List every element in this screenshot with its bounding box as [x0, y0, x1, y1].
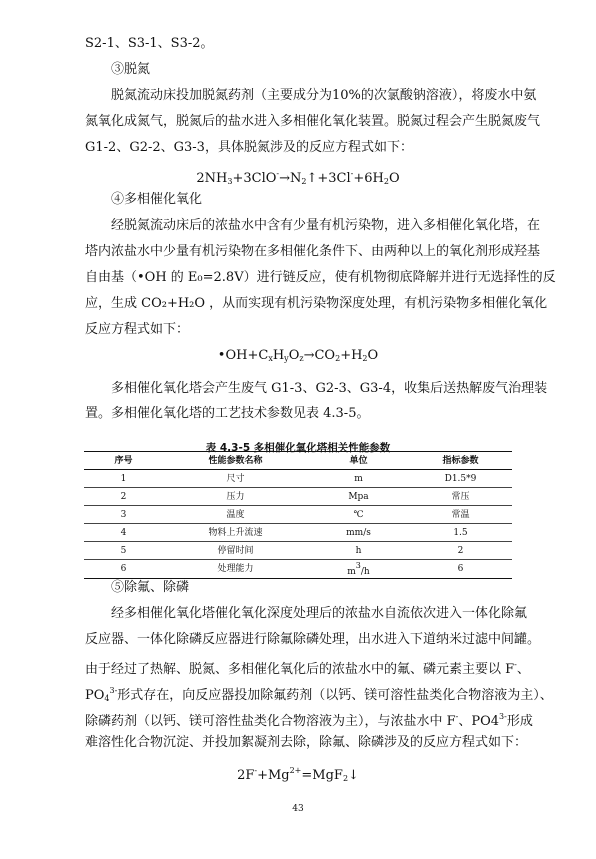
- table-cell: m: [308, 470, 409, 488]
- table-cell: 尺寸: [163, 470, 308, 488]
- table-cell: 5: [84, 542, 163, 560]
- section-heading-denitrification: ③脱氮: [111, 62, 151, 77]
- paragraph-line: 经脱氮流动床后的浓盐水中含有少量有机污染物，进入多相催化氧化塔，在: [111, 218, 541, 233]
- paragraph-line: 除磷药剂（以钙、镁可溶性盐类化合物溶液为主），与浓盐水中 F-、$PO4^{3-}$形成: [85, 712, 533, 729]
- table-cell: ℃: [308, 506, 409, 524]
- table-cell: 1: [84, 470, 163, 488]
- parameters-table: [84, 451, 512, 579]
- table-cell: 3: [84, 506, 163, 524]
- paragraph-line: 经多相催化氧化塔催化氧化深度处理后的浓盐水自流依次进入一体化除氟: [111, 606, 528, 621]
- table-cell: Mpa: [308, 488, 409, 506]
- paragraph-line: 反应器、一体化除磷反应器进行除氟除磷处理，出水进入下道纳米过滤中间罐。: [85, 632, 541, 647]
- table-cell: 停留时间: [163, 542, 308, 560]
- paragraph-line: 由于经过了热解、脱氮、多相催化氧化后的浓盐水中的氟、磷元素主要以 F-、: [85, 660, 530, 677]
- table-cell-unit: m3/h: [308, 560, 409, 579]
- table-cell: 压力: [163, 488, 308, 506]
- paragraph-line: 反应方程式如下：: [85, 322, 190, 337]
- paragraph-line: 难溶性化合物沉淀、并投加絮凝剂去除，除氟、除磷涉及的反应方程式如下：: [85, 735, 528, 750]
- equation-denitrification: $2NH_3+3ClO^-\to N_2↑+3Cl^-+6H_2O$: [196, 169, 400, 186]
- paragraph-line: 自由基（•OH 的 E₀=2.8V）进行链反应，使有机物彻底降解并进行无选择性的反: [85, 270, 556, 285]
- header-cell: 序号: [84, 452, 163, 470]
- table-caption: 表 4.3-5 多相催化氧化塔相关性能参数: [205, 442, 391, 454]
- paragraph-line: 置。多相催化氧化塔的工艺技术参数见表 4.3-5。: [85, 406, 370, 421]
- equation-fluoride: $2F^-+Mg^{2+}=MgF_2↓$: [237, 766, 359, 783]
- table-row: [84, 488, 512, 506]
- table-row: [84, 542, 512, 560]
- table-cell: 1.5: [409, 524, 512, 542]
- table-cell: mm/s: [308, 524, 409, 542]
- table-cell: 物料上升流速: [163, 524, 308, 542]
- table-row: [84, 470, 512, 488]
- paragraph-line: 多相催化氧化塔会产生废气 G1-3、G2-3、G3-4，收集后送热解废气治理装: [111, 381, 548, 396]
- table-cell: 处理能力: [163, 560, 308, 579]
- page-number: 43: [292, 804, 304, 814]
- paragraph-line: 脱氮流动床投加脱氮药剂（主要成分为10%的次氯酸钠溶液），将废水中氨: [111, 88, 537, 103]
- section-heading-catalytic-oxidation: ④多相催化氧化: [111, 192, 203, 207]
- table-cell: 2: [409, 542, 512, 560]
- paragraph-line: S2-1、S3-1、S3-2。: [85, 36, 214, 51]
- table-cell: 4: [84, 524, 163, 542]
- table-row: [84, 524, 512, 542]
- table-cell: 6: [84, 560, 163, 579]
- paragraph-line: $PO_4^{3-}$形式存在，向反应器投加除氟药剂（以钙、镁可溶性盐类化合物溶液为主）、: [85, 686, 553, 703]
- table-cell: 常压: [409, 488, 512, 506]
- header-cell: 单位: [308, 452, 409, 470]
- table-cell: 6: [409, 560, 512, 579]
- table-cell: 常温: [409, 506, 512, 524]
- equation-oxidation: $•OH+C_xH_yO_z\to CO_2+H_2O$: [217, 348, 379, 363]
- paragraph-line: 应，生成 CO₂+H₂O ，从而实现有机污染物深度处理，有机污染物多相催化氧化: [85, 296, 548, 311]
- table-row: [84, 506, 512, 524]
- table-header-row: [84, 452, 512, 470]
- table-cell: 2: [84, 488, 163, 506]
- section-heading-fluorine-phosphorus: ⑤除氟、除磷: [111, 580, 190, 595]
- header-cell: 性能参数名称: [163, 452, 308, 470]
- paragraph-line: 氮氧化成氮气，脱氮后的盐水进入多相催化氧化装置。脱氮过程会产生脱氮废气: [85, 114, 541, 129]
- paragraph-line: 塔内浓盐水中少量有机污染物在多相催化条件下、由两种以上的氧化剂形成羟基: [85, 244, 541, 259]
- table-row: [84, 560, 512, 579]
- paragraph-line: G1-2、G2-2、G3-3，具体脱氮涉及的反应方程式如下：: [85, 140, 413, 155]
- table-cell: 温度: [163, 506, 308, 524]
- header-cell: 指标参数: [409, 452, 512, 470]
- table-cell: D1.5*9: [409, 470, 512, 488]
- table-cell: h: [308, 542, 409, 560]
